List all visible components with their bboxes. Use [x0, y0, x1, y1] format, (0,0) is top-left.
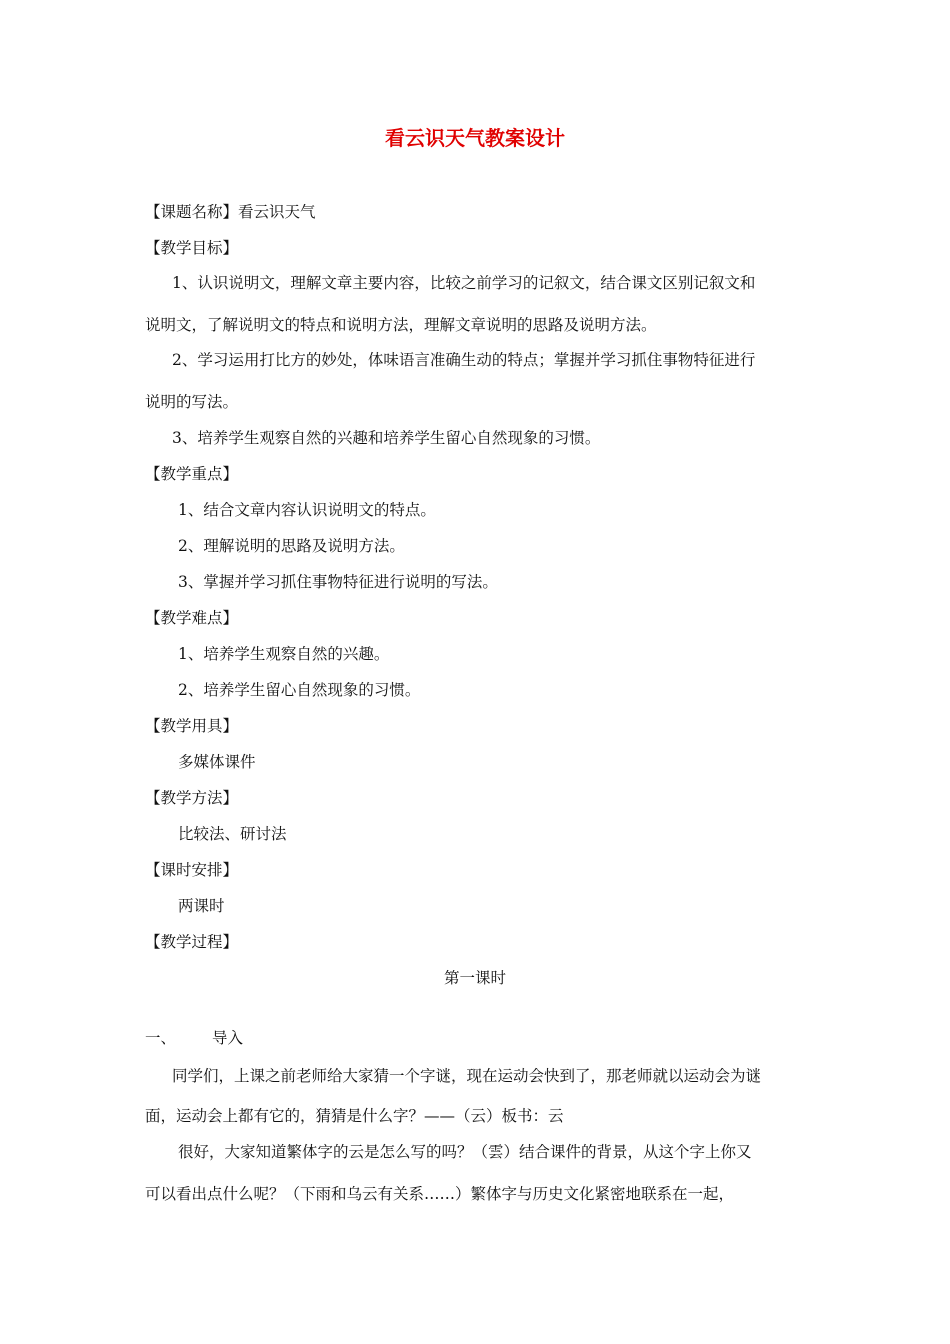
- difficulties-heading: 【教学难点】: [145, 609, 239, 627]
- paragraph-1-line-1: 同学们，上课之前老师给大家猜一个字谜，现在运动会快到了，那老师就以运动会为谜: [172, 1067, 762, 1085]
- process-heading: 【教学过程】: [145, 933, 239, 951]
- key-point-item: 3、掌握并学习抓住事物特征进行说明的写法。: [178, 573, 498, 591]
- document-title: 看云识天气教案设计: [385, 126, 565, 150]
- difficulty-item: 2、培养学生留心自然现象的习惯。: [178, 681, 421, 699]
- objectives-heading: 【教学目标】: [145, 239, 239, 257]
- tools-value: 多媒体课件: [178, 753, 256, 771]
- objective-1-line-2: 说明文，了解说明文的特点和说明方法，理解文章说明的思路及说明方法。: [145, 316, 657, 334]
- difficulty-item: 1、培养学生观察自然的兴趣。: [178, 645, 390, 663]
- key-points-heading: 【教学重点】: [145, 465, 239, 483]
- objective-2-line-2: 说明的写法。: [145, 393, 239, 411]
- tools-heading: 【教学用具】: [145, 717, 239, 735]
- schedule-value: 两课时: [178, 897, 225, 915]
- methods-value: 比较法、研讨法: [178, 825, 287, 843]
- schedule-heading: 【课时安排】: [145, 861, 239, 879]
- objective-2-line-1: 2、学习运用打比方的妙处，体味语言准确生动的特点；掌握并学习抓住事物特征进行: [172, 351, 756, 369]
- topic-line: 【课题名称】看云识天气: [145, 203, 316, 221]
- key-point-item: 2、理解说明的思路及说明方法。: [178, 537, 405, 555]
- objective-3: 3、培养学生观察自然的兴趣和培养学生留心自然现象的习惯。: [172, 429, 601, 447]
- methods-heading: 【教学方法】: [145, 789, 239, 807]
- key-point-item: 1、结合文章内容认识说明文的特点。: [178, 501, 436, 519]
- objective-1-line-1: 1、认识说明文，理解文章主要内容，比较之前学习的记叙文，结合课文区别记叙文和: [172, 274, 756, 292]
- section-number: 一、: [145, 1029, 177, 1047]
- paragraph-2-line-2: 可以看出点什么呢？（下雨和乌云有关系……）繁体字与历史文化紧密地联系在一起，: [145, 1185, 735, 1203]
- paragraph-1-line-2: 面，运动会上都有它的，猜猜是什么字？——（云）板书：云: [145, 1107, 564, 1125]
- lesson-title: 第一课时: [443, 969, 506, 987]
- section-title: 导入: [212, 1029, 244, 1047]
- paragraph-2-line-1: 很好，大家知道繁体字的云是怎么写的吗？（雲）结合课件的背景，从这个字上你又: [178, 1143, 752, 1161]
